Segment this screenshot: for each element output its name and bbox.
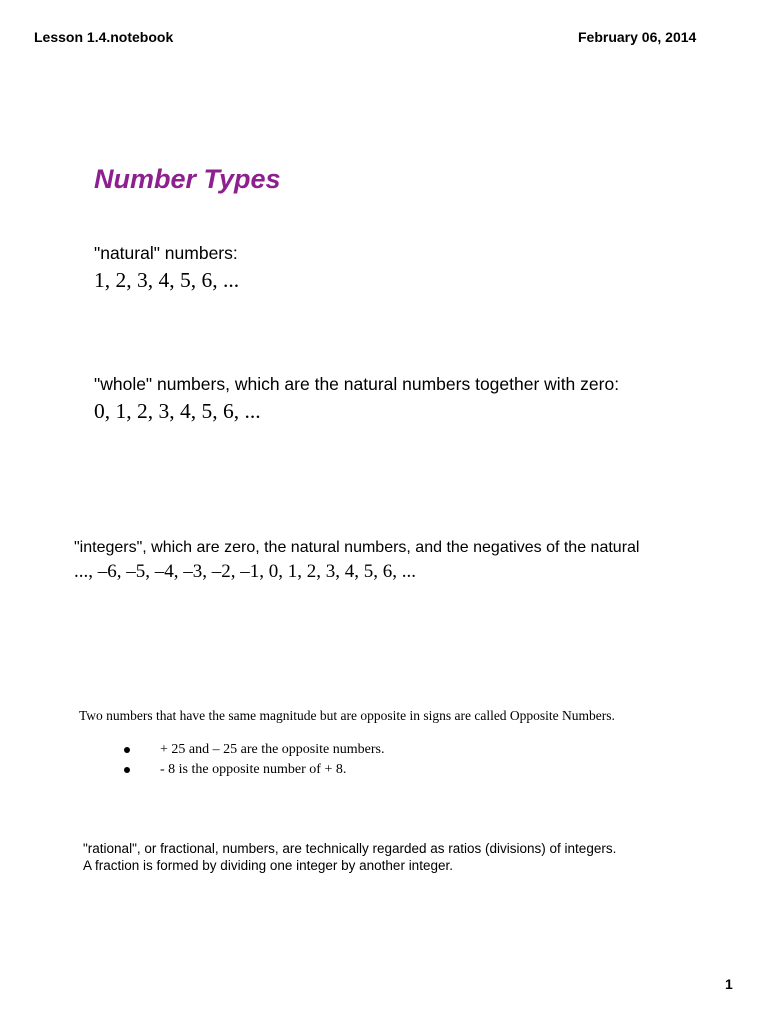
natural-numbers-label: "natural" numbers:	[94, 243, 238, 263]
list-item	[124, 760, 384, 780]
rational-numbers-line-1: "rational", or fractional, numbers, are technically regarded as ratios (divisions) of integers.	[83, 841, 617, 856]
rational-numbers-line-2: A fraction is formed by dividing one integer by another integer.	[83, 858, 453, 873]
bullet-icon	[124, 747, 130, 753]
notebook-name: Lesson 1.4.notebook	[34, 29, 174, 45]
whole-numbers-sequence: 0, 1, 2, 3, 4, 5, 6, ...	[94, 399, 261, 423]
list-item-text: - 8 is the opposite number of + 8.	[160, 762, 347, 777]
opposite-numbers-definition: Two numbers that have the same magnitude but are opposite in signs are called Opposite Numbers.	[79, 708, 615, 723]
integers-sequence: ..., –6, –5, –4, –3, –2, –1, 0, 1, 2, 3, 4, 5, 6, ...	[74, 561, 416, 582]
natural-numbers-sequence: 1, 2, 3, 4, 5, 6, ...	[94, 268, 240, 292]
list-item-text: + 25 and – 25 are the opposite numbers.	[160, 742, 385, 757]
whole-numbers-label: "whole" numbers, which are the natural numbers together with zero:	[94, 374, 620, 394]
page-number: 1	[725, 976, 733, 992]
header-date: February 06, 2014	[578, 29, 697, 45]
integers-label: "integers", which are zero, the natural numbers, and the negatives of the natural	[74, 539, 640, 556]
list-item	[124, 740, 384, 760]
page-title: Number Types	[94, 164, 281, 194]
bullet-icon	[124, 767, 130, 773]
opposite-numbers-list	[124, 740, 384, 780]
